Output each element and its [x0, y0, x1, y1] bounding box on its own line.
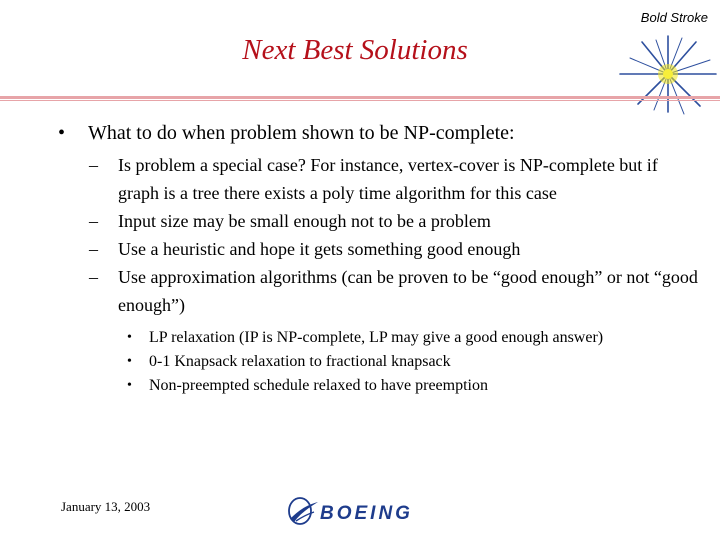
bullet-dot-icon: •	[127, 330, 132, 345]
dash-icon: –	[89, 155, 98, 175]
bullet-text: 0-1 Knapsack relaxation to fractional knapsack	[149, 353, 451, 370]
dash-icon: –	[89, 239, 98, 259]
footer-date: January 13, 2003	[61, 499, 151, 514]
bullet-dot-icon: •	[58, 122, 66, 144]
bullet-level3	[127, 327, 698, 349]
bullet-level3	[127, 351, 698, 373]
bullet-text: Non-preempted schedule relaxed to have preemption	[149, 377, 488, 394]
bullet-dot-icon: •	[127, 354, 132, 369]
dash-icon: –	[89, 267, 98, 287]
bullet-text: Use a heuristic and hope it gets something good enough	[118, 239, 521, 259]
title-rule-thick	[0, 96, 720, 99]
dash-icon: –	[89, 211, 98, 231]
bullet-text: Use approximation algorithms (can be proven to be “good enough” or not “good enough”)	[118, 267, 698, 315]
bullet-text: LP relaxation (IP is NP-complete, LP may give a good enough answer)	[149, 329, 604, 346]
bullet-text: Is problem a special case? For instance, vertex-cover is NP-complete but if graph is a tree there exists a poly time algorithm for this case	[118, 155, 658, 203]
title-rule-thin	[0, 100, 720, 101]
bullet-text: Input size may be small enough not to be a problem	[118, 211, 491, 231]
slide-content	[58, 120, 698, 397]
bullet-level2	[89, 207, 698, 235]
bullet-level2	[89, 235, 698, 263]
boeing-logo	[284, 493, 444, 529]
bullet-text: What to do when problem shown to be NP-complete:	[88, 122, 515, 144]
template-label: Bold Stroke	[640, 10, 708, 25]
bullet-level3	[127, 375, 698, 397]
bullet-level2	[89, 151, 698, 207]
bullet-level2	[89, 263, 698, 319]
bullet-level1	[58, 120, 698, 147]
slide-title: Next Best Solutions	[242, 34, 468, 66]
logo-text: BOEING	[320, 503, 413, 524]
bullet-dot-icon: •	[127, 378, 132, 393]
